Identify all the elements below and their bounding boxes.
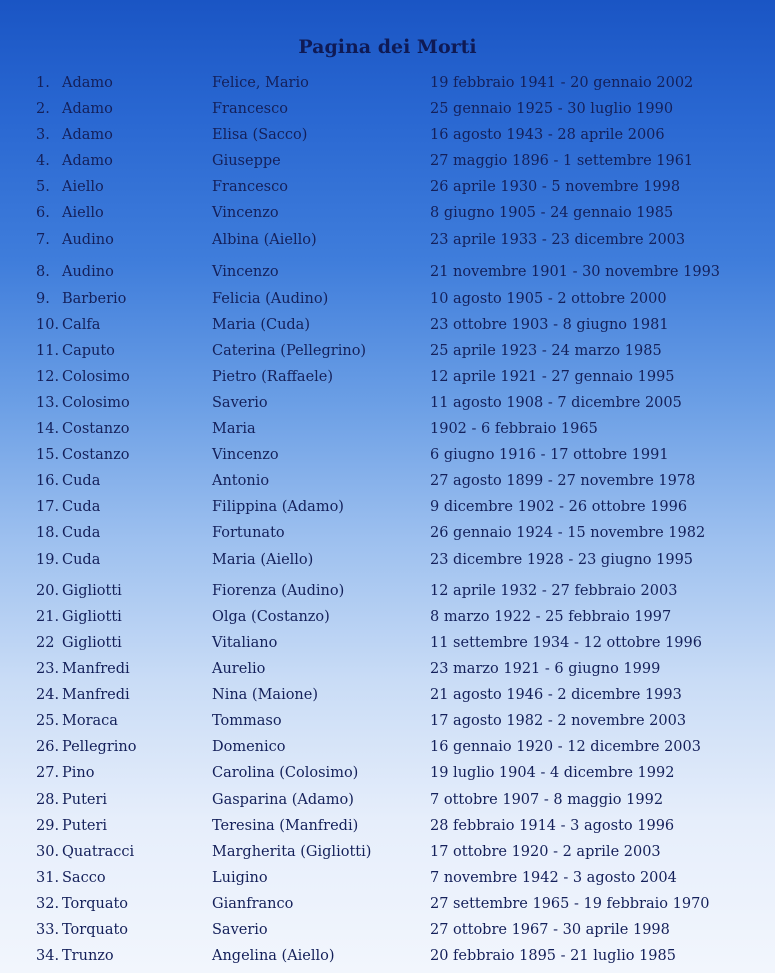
list-item <box>0 814 775 838</box>
entry-dates: 8 giugno 1905 - 24 gennaio 1985 <box>430 205 674 221</box>
entry-number: 4. <box>36 153 50 169</box>
entry-dates: 12 aprile 1932 - 27 febbraio 2003 <box>430 583 678 599</box>
entry-given-name: Pietro (Raffaele) <box>212 369 334 385</box>
entry-given-name: Gianfranco <box>212 896 294 912</box>
entry-dates: 25 aprile 1923 - 24 marzo 1985 <box>430 343 662 359</box>
entry-dates: 6 giugno 1916 - 17 ottobre 1991 <box>430 447 669 463</box>
entry-given-name: Filippina (Adamo) <box>212 499 344 515</box>
entry-surname: Adamo <box>62 153 113 169</box>
entry-given-name: Maria (Aiello) <box>212 552 314 568</box>
entry-given-name: Maria <box>212 421 256 437</box>
list-item <box>0 469 775 493</box>
entry-surname: Costanzo <box>62 421 130 437</box>
list-item <box>0 149 775 173</box>
entry-number: 23. <box>36 661 60 677</box>
entry-given-name: Saverio <box>212 922 268 938</box>
entry-dates: 8 marzo 1922 - 25 febbraio 1997 <box>430 609 672 625</box>
entry-dates: 26 aprile 1930 - 5 novembre 1998 <box>430 179 681 195</box>
entry-dates: 26 gennaio 1924 - 15 novembre 1982 <box>430 525 706 541</box>
entry-dates: 11 settembre 1934 - 12 ottobre 1996 <box>430 635 702 651</box>
list-item <box>0 443 775 467</box>
entry-number: 13. <box>36 395 60 411</box>
entry-dates: 27 ottobre 1967 - 30 aprile 1998 <box>430 922 670 938</box>
entry-dates: 19 luglio 1904 - 4 dicembre 1992 <box>430 765 675 781</box>
entry-dates: 28 febbraio 1914 - 3 agosto 1996 <box>430 818 675 834</box>
list-item <box>0 788 775 812</box>
entry-number: 32. <box>36 896 60 912</box>
entry-given-name: Nina (Maione) <box>212 687 319 703</box>
list-item <box>0 495 775 519</box>
entry-number: 17. <box>36 499 60 515</box>
entry-surname: Aiello <box>62 205 104 221</box>
entry-number: 19. <box>36 552 60 568</box>
list-item <box>0 339 775 363</box>
list-item <box>0 840 775 864</box>
entry-given-name: Elisa (Sacco) <box>212 127 308 143</box>
list-item <box>0 548 775 572</box>
entry-surname: Audino <box>62 232 114 248</box>
entry-dates: 23 aprile 1933 - 23 dicembre 2003 <box>430 232 686 248</box>
entry-given-name: Vincenzo <box>212 447 279 463</box>
list-item <box>0 123 775 147</box>
entry-surname: Gigliotti <box>62 583 122 599</box>
entry-surname: Adamo <box>62 75 113 91</box>
entry-dates: 16 gennaio 1920 - 12 dicembre 2003 <box>430 739 701 755</box>
entry-number: 1. <box>36 75 50 91</box>
entry-dates: 19 febbraio 1941 - 20 gennaio 2002 <box>430 75 694 91</box>
entry-surname: Adamo <box>62 127 113 143</box>
list-item <box>0 892 775 916</box>
entry-given-name: Vincenzo <box>212 205 279 221</box>
entry-number: 9. <box>36 291 50 307</box>
entry-given-name: Saverio <box>212 395 268 411</box>
entry-number: 7. <box>36 232 50 248</box>
entry-surname: Manfredi <box>62 661 130 677</box>
entry-surname: Torquato <box>62 922 129 938</box>
list-item <box>0 761 775 785</box>
entry-surname: Cuda <box>62 499 101 515</box>
list-item <box>0 918 775 942</box>
entry-number: 34. <box>36 948 60 964</box>
entry-number: 33. <box>36 922 60 938</box>
entry-dates: 11 agosto 1908 - 7 dicembre 2005 <box>430 395 682 411</box>
entry-number: 12. <box>36 369 60 385</box>
list-item <box>0 657 775 681</box>
entry-number: 30. <box>36 844 60 860</box>
entry-given-name: Teresina (Manfredi) <box>212 818 359 834</box>
entry-dates: 17 ottobre 1920 - 2 aprile 2003 <box>430 844 661 860</box>
entry-surname: Torquato <box>62 896 129 912</box>
list-item <box>0 605 775 629</box>
entry-given-name: Caterina (Pellegrino) <box>212 343 367 359</box>
list-item <box>0 97 775 121</box>
entry-surname: Pellegrino <box>62 739 137 755</box>
entry-dates: 27 maggio 1896 - 1 settembre 1961 <box>430 153 694 169</box>
entry-number: 31. <box>36 870 60 886</box>
entry-number: 26. <box>36 739 60 755</box>
entry-given-name: Maria (Cuda) <box>212 317 310 333</box>
entry-dates: 7 novembre 1942 - 3 agosto 2004 <box>430 870 677 886</box>
list-item <box>0 71 775 95</box>
list-item <box>0 579 775 603</box>
entry-surname: Colosimo <box>62 369 130 385</box>
entry-given-name: Aurelio <box>212 661 266 677</box>
entry-dates: 20 febbraio 1895 - 21 luglio 1985 <box>430 948 676 964</box>
entry-number: 16. <box>36 473 60 489</box>
entry-given-name: Margherita (Gigliotti) <box>212 844 372 860</box>
entry-given-name: Giuseppe <box>212 153 281 169</box>
entry-surname: Cuda <box>62 473 101 489</box>
list-item <box>0 287 775 311</box>
entry-dates: 1902 - 6 febbraio 1965 <box>430 421 598 437</box>
entry-dates: 23 marzo 1921 - 6 giugno 1999 <box>430 661 661 677</box>
entry-surname: Cuda <box>62 525 101 541</box>
entry-surname: Cuda <box>62 552 101 568</box>
entry-given-name: Fiorenza (Audino) <box>212 583 345 599</box>
entry-dates: 23 ottobre 1903 - 8 giugno 1981 <box>430 317 669 333</box>
entry-given-name: Felicia (Audino) <box>212 291 329 307</box>
entry-number: 2. <box>36 101 50 117</box>
list-item <box>0 260 775 284</box>
entry-number: 21. <box>36 609 60 625</box>
entry-dates: 10 agosto 1905 - 2 ottobre 2000 <box>430 291 667 307</box>
entry-surname: Pino <box>62 765 95 781</box>
list-item <box>0 365 775 389</box>
entry-surname: Caputo <box>62 343 115 359</box>
entry-given-name: Angelina (Aiello) <box>212 948 335 964</box>
entry-surname: Puteri <box>62 792 108 808</box>
entry-dates: 7 ottobre 1907 - 8 maggio 1992 <box>430 792 664 808</box>
entry-surname: Puteri <box>62 818 108 834</box>
entry-number: 22 <box>36 635 55 651</box>
entry-number: 15. <box>36 447 60 463</box>
entry-number: 11. <box>36 343 60 359</box>
entry-surname: Adamo <box>62 101 113 117</box>
entry-given-name: Luigino <box>212 870 268 886</box>
entry-surname: Sacco <box>62 870 106 886</box>
entry-given-name: Domenico <box>212 739 286 755</box>
entry-surname: Trunzo <box>62 948 114 964</box>
page-title: Pagina dei Morti <box>298 36 477 58</box>
entry-dates: 27 agosto 1899 - 27 novembre 1978 <box>430 473 696 489</box>
entry-dates: 17 agosto 1982 - 2 novembre 2003 <box>430 713 687 729</box>
list-item <box>0 683 775 707</box>
entry-dates: 25 gennaio 1925 - 30 luglio 1990 <box>430 101 674 117</box>
list-item <box>0 631 775 655</box>
entry-given-name: Francesco <box>212 179 288 195</box>
entry-dates: 16 agosto 1943 - 28 aprile 2006 <box>430 127 665 143</box>
entry-dates: 21 novembre 1901 - 30 novembre 1993 <box>430 264 721 280</box>
entry-number: 20. <box>36 583 60 599</box>
entry-given-name: Fortunato <box>212 525 285 541</box>
entry-given-name: Francesco <box>212 101 288 117</box>
entry-surname: Gigliotti <box>62 635 122 651</box>
entry-number: 14. <box>36 421 60 437</box>
entry-surname: Gigliotti <box>62 609 122 625</box>
entry-given-name: Felice, Mario <box>212 75 309 91</box>
entry-number: 24. <box>36 687 60 703</box>
entry-number: 25. <box>36 713 60 729</box>
entry-given-name: Tommaso <box>212 713 282 729</box>
list-item <box>0 735 775 759</box>
entry-number: 27. <box>36 765 60 781</box>
entry-number: 29. <box>36 818 60 834</box>
entry-given-name: Antonio <box>212 473 270 489</box>
entry-number: 6. <box>36 205 50 221</box>
list-item <box>0 391 775 415</box>
entry-surname: Barberio <box>62 291 127 307</box>
entry-number: 3. <box>36 127 50 143</box>
entry-given-name: Vitaliano <box>212 635 278 651</box>
entry-given-name: Carolina (Colosimo) <box>212 765 359 781</box>
entry-given-name: Vincenzo <box>212 264 279 280</box>
entry-surname: Calfa <box>62 317 101 333</box>
entry-dates: 12 aprile 1921 - 27 gennaio 1995 <box>430 369 675 385</box>
entry-surname: Moraca <box>62 713 118 729</box>
entry-dates: 27 settembre 1965 - 19 febbraio 1970 <box>430 896 710 912</box>
entry-dates: 23 dicembre 1928 - 23 giugno 1995 <box>430 552 694 568</box>
list-item <box>0 313 775 337</box>
entry-dates: 9 dicembre 1902 - 26 ottobre 1996 <box>430 499 688 515</box>
entry-number: 28. <box>36 792 60 808</box>
entry-given-name: Olga (Costanzo) <box>212 609 330 625</box>
entry-number: 5. <box>36 179 50 195</box>
entry-surname: Quatracci <box>62 844 135 860</box>
list-item <box>0 228 775 252</box>
list-item <box>0 944 775 968</box>
entry-number: 8. <box>36 264 50 280</box>
entry-given-name: Gasparina (Adamo) <box>212 792 354 808</box>
entry-surname: Costanzo <box>62 447 130 463</box>
list-item <box>0 709 775 733</box>
list-item <box>0 866 775 890</box>
entry-number: 18. <box>36 525 60 541</box>
entry-surname: Colosimo <box>62 395 130 411</box>
list-item <box>0 521 775 545</box>
entry-surname: Manfredi <box>62 687 130 703</box>
list-item <box>0 417 775 441</box>
entry-dates: 21 agosto 1946 - 2 dicembre 1993 <box>430 687 682 703</box>
entry-number: 10. <box>36 317 60 333</box>
entry-surname: Audino <box>62 264 114 280</box>
list-item <box>0 175 775 199</box>
list-item <box>0 201 775 225</box>
entry-given-name: Albina (Aiello) <box>212 232 317 248</box>
entry-surname: Aiello <box>62 179 104 195</box>
